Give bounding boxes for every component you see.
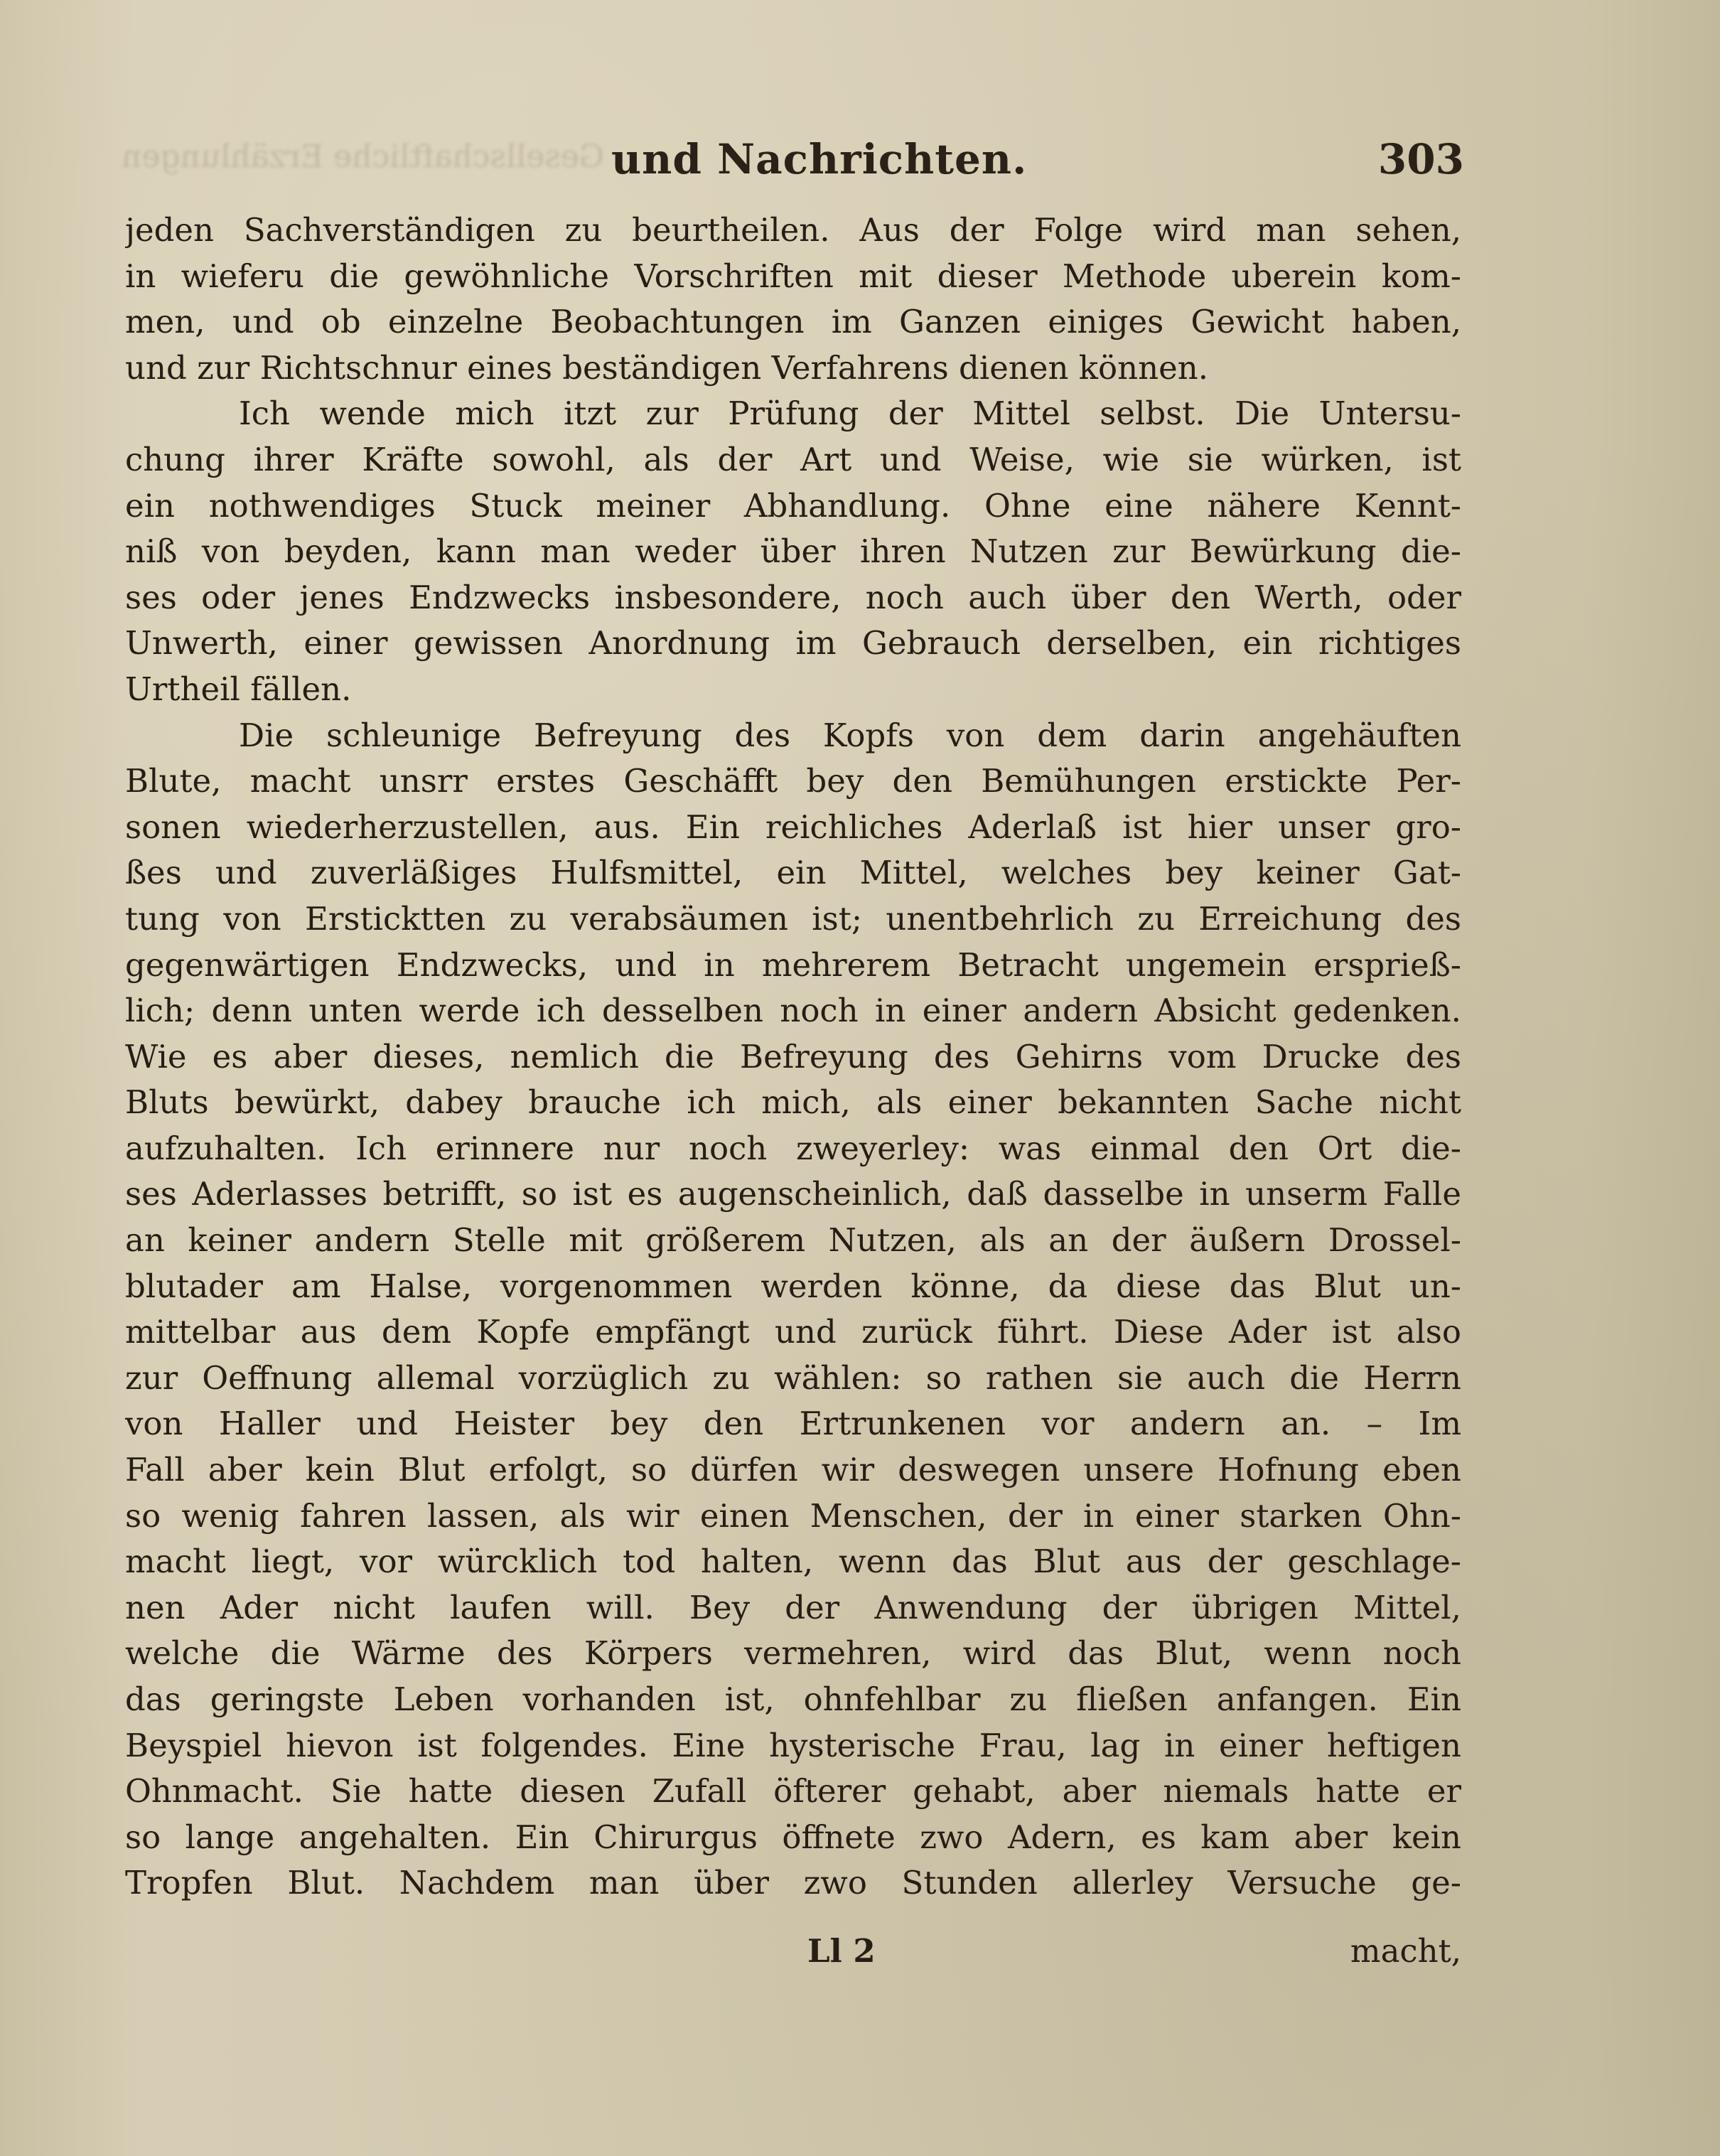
text-line: so lange angehalten. Ein Chirurgus öffnete zwo Adern, es kam aber kein bbox=[125, 1818, 1461, 1856]
text-line: Unwerth, einer gewissen Anordnung im Gebrauch derselben, ein richtiges bbox=[125, 624, 1461, 663]
text-line: Die schleunige Befreyung des Kopfs von dem darin angehäuften bbox=[239, 716, 1461, 754]
text-line: an keiner andern Stelle mit größerem Nutzen, als an der äußern Drossel- bbox=[125, 1221, 1461, 1260]
text-line: Bluts bewürkt, dabey brauche ich mich, als einer bekannten Sache nicht bbox=[125, 1083, 1461, 1122]
text-line: Fall aber kein Blut erfolgt, so dürfen wir deswegen unsere Hofnung eben bbox=[125, 1451, 1461, 1489]
text-line: chung ihrer Kräfte sowohl, als der Art und Weise, wie sie würken, ist bbox=[125, 440, 1461, 478]
text-line: Blute, macht unsrr erstes Geschäfft bey den Bemühungen erstickte Per- bbox=[125, 762, 1461, 800]
text-line: sonen wiederherzustellen, aus. Ein reichliches Aderlaß ist hier unser gro- bbox=[125, 808, 1461, 846]
text-line: Ich wende mich itzt zur Prüfung der Mittel selbst. Die Untersu- bbox=[239, 395, 1461, 433]
text-line: ses Aderlasses betrifft, so ist es augenscheinlich, daß dasselbe in unserm Falle bbox=[125, 1175, 1461, 1213]
signature-mark: Ll 2 bbox=[807, 1932, 876, 1970]
bleed-through-text: Gesellschaftliche Erzählungen bbox=[121, 139, 604, 175]
text-line: von Haller und Heister bey den Ertrunkenen vor andern an. – Im bbox=[125, 1405, 1461, 1443]
text-line: Wie es aber dieses, nemlich die Befreyung des Gehirns vom Drucke des bbox=[125, 1037, 1461, 1076]
text-line: mittelbar aus dem Kopfe empfängt und zurück führt. Diese Ader ist also bbox=[125, 1313, 1461, 1351]
text-line: gegenwärtigen Endzwecks, und in mehrerem Betracht ungemein ersprieß- bbox=[125, 945, 1461, 984]
text-line: das geringste Leben vorhanden ist, ohnfehlbar zu fließen anfangen. Ein bbox=[125, 1680, 1461, 1718]
text-line: Ohnmacht. Sie hatte diesen Zufall öfterer gehabt, aber niemals hatte er bbox=[125, 1772, 1461, 1811]
text-line: zur Oeffnung allemal vorzüglich zu wählen: so rathen sie auch die Herrn bbox=[125, 1358, 1461, 1397]
text-line: so wenig fahren lassen, als wir einen Menschen, der in einer starken Ohn- bbox=[125, 1496, 1461, 1535]
text-line: ses oder jenes Endzwecks insbesondere, noch auch über den Werth, oder bbox=[125, 578, 1461, 616]
text-line: niß von beyden, kann man weder über ihren Nutzen zur Bewürkung die- bbox=[125, 532, 1461, 571]
text-line: Urtheil fällen. bbox=[125, 670, 352, 708]
page-number: 303 bbox=[1377, 135, 1464, 183]
text-line: jeden Sachverständigen zu beurtheilen. Aus der Folge wird man sehen, bbox=[125, 211, 1461, 249]
text-line: lich; denn unten werde ich desselben noch in einer andern Absicht gedenken. bbox=[125, 992, 1461, 1030]
text-line: macht liegt, vor würcklich tod halten, wenn das Blut aus der geschlage- bbox=[125, 1543, 1461, 1581]
text-line: Tropfen Blut. Nachdem man über zwo Stunden allerley Versuche ge- bbox=[125, 1864, 1461, 1902]
text-line: ein nothwendiges Stuck meiner Abhandlung. Ohne eine nähere Kennt- bbox=[125, 486, 1461, 525]
text-line: tung von Ersticktten zu verabsäumen ist; unentbehrlich zu Erreichung des bbox=[125, 899, 1461, 938]
catchword: macht, bbox=[1350, 1932, 1461, 1970]
page-footer bbox=[125, 1932, 1461, 1982]
text-line: aufzuhalten. Ich erinnere nur noch zweyerley: was einmal den Ort die- bbox=[125, 1129, 1461, 1167]
text-line: in wieferu die gewöhnliche Vorschriften mit dieser Methode uberein kom- bbox=[125, 257, 1461, 295]
text-line: nen Ader nicht laufen will. Bey der Anwendung der übrigen Mittel, bbox=[125, 1588, 1461, 1626]
running-head: und Nachrichten. bbox=[611, 135, 1028, 183]
body-text bbox=[125, 208, 1461, 1906]
text-line: ßes und zuverläßiges Hulfsmittel, ein Mittel, welches bey keiner Gat- bbox=[125, 854, 1461, 892]
text-line: Beyspiel hievon ist folgendes. Eine hysterische Frau, lag in einer heftigen bbox=[125, 1726, 1461, 1764]
text-line: blutader am Halse, vorgenommen werden könne, da diese das Blut un- bbox=[125, 1267, 1461, 1305]
text-line: men, und ob einzelne Beobachtungen im Ganzen einiges Gewicht haben, bbox=[125, 303, 1461, 341]
page-header bbox=[121, 135, 1464, 192]
text-line: welche die Wärme des Körpers vermehren, wird das Blut, wenn noch bbox=[125, 1634, 1461, 1673]
text-line: und zur Richtschnur eines beständigen Verfahrens dienen können. bbox=[125, 348, 1209, 387]
